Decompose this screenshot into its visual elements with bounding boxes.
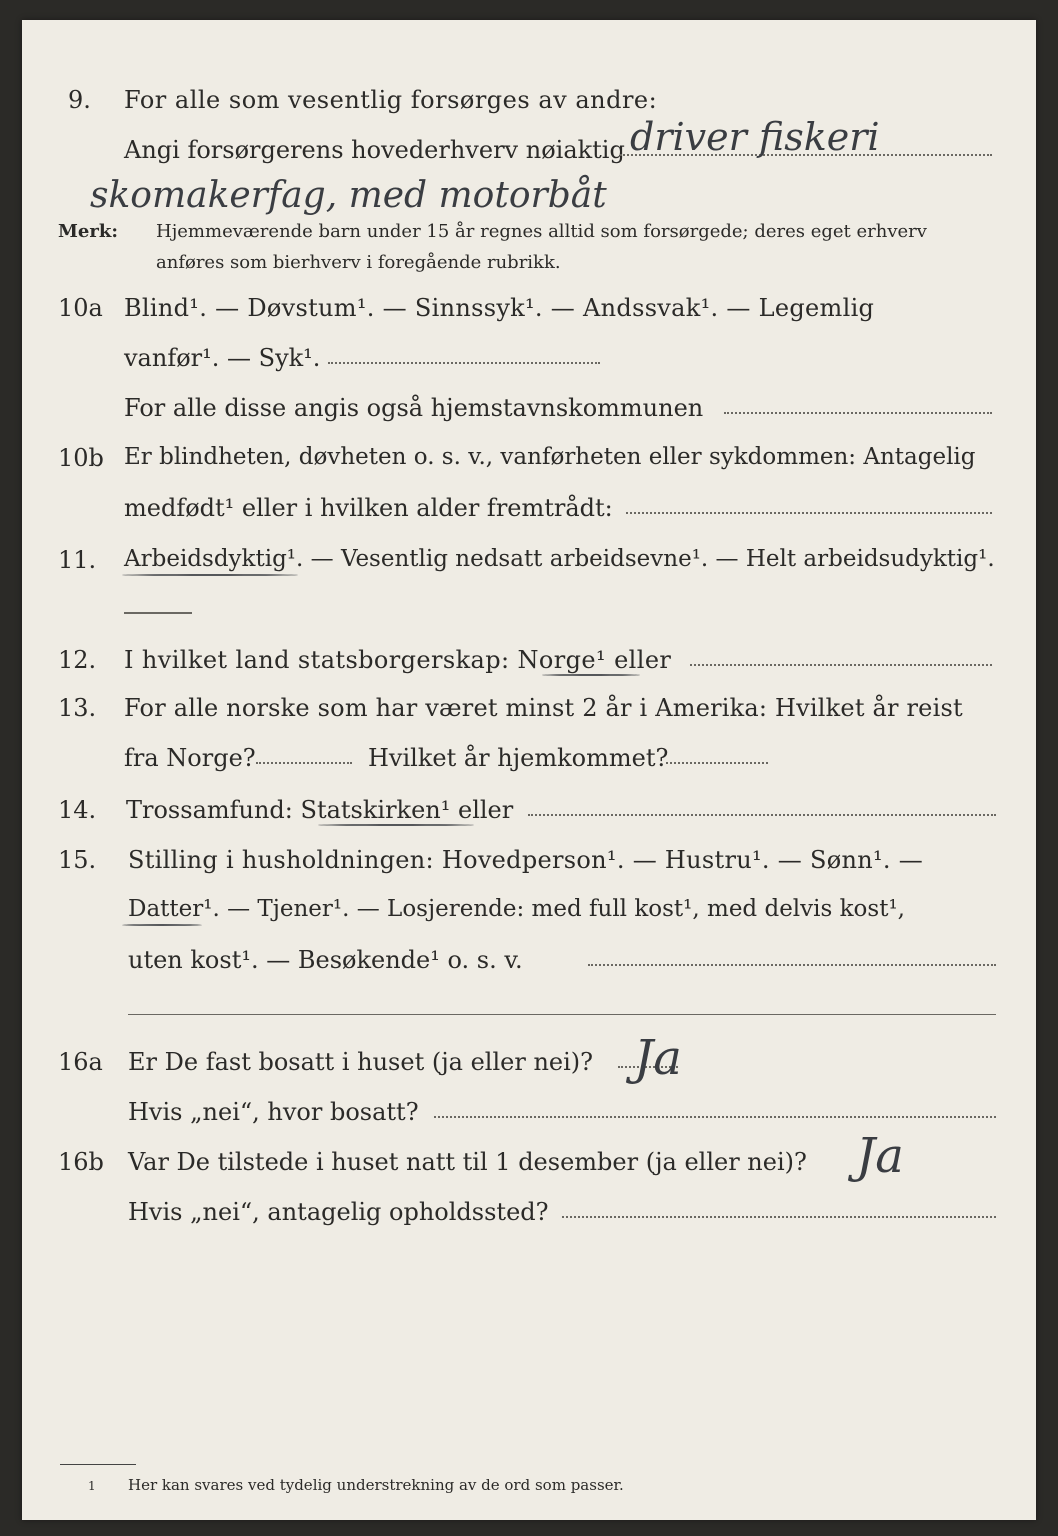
q11-number: 11. bbox=[58, 546, 97, 574]
q15-answer-line bbox=[588, 964, 996, 966]
q10a-number: 10a bbox=[58, 294, 103, 322]
q10a-hjemstavn-line bbox=[724, 412, 992, 414]
q15-extra-line bbox=[128, 1014, 996, 1015]
q16a-bosatt-line bbox=[434, 1116, 996, 1118]
q10a-syk-line bbox=[328, 362, 600, 364]
q13-line1: For alle norske som har været minst 2 år i Amerika: Hvilket år reist bbox=[124, 694, 963, 722]
q10a-line1: Blind¹. — Døvstum¹. — Sinnssyk¹. — Andssvak¹. — Legemlig bbox=[124, 294, 875, 322]
q15-underline-mark bbox=[122, 924, 202, 926]
q12-answer-line bbox=[690, 664, 992, 666]
q16a-line1: Er De fast bosatt i huset (ja eller nei)? bbox=[128, 1048, 594, 1076]
q15-line1: Stilling i husholdningen: Hovedperson¹. — Hustru¹. — Sønn¹. — bbox=[128, 846, 924, 874]
q16a-handwritten-answer: Ja bbox=[634, 1030, 682, 1086]
q10b-line2: medfødt¹ eller i hvilken alder fremtrådt: bbox=[124, 494, 613, 522]
q13-line2b: Hvilket år hjemkommet? bbox=[368, 744, 669, 772]
footnote-rule bbox=[60, 1464, 136, 1465]
q9-line1: For alle som vesentlig forsørges av andre: bbox=[124, 86, 658, 114]
q16a-line2: Hvis „nei“, hvor bosatt? bbox=[128, 1098, 419, 1126]
q14-number: 14. bbox=[58, 796, 97, 824]
q16b-line2: Hvis „nei“, antagelig opholdssted? bbox=[128, 1198, 549, 1226]
q14-underline-mark bbox=[318, 824, 474, 826]
q9-handwritten-answer2: skomakerfag, med motorbåt bbox=[90, 175, 607, 216]
q10a-line2: vanfør¹. — Syk¹. bbox=[124, 344, 321, 372]
q16b-opholdssted-line bbox=[562, 1216, 996, 1218]
q14-line1: Trossamfund: Statskirken¹ eller bbox=[126, 796, 514, 824]
q16b-handwritten-answer: Ja bbox=[856, 1128, 904, 1184]
q13-line2a: fra Norge? bbox=[124, 744, 256, 772]
q16a-number: 16a bbox=[58, 1048, 103, 1076]
q15-number: 15. bbox=[58, 846, 97, 874]
q10a-line3: For alle disse angis også hjemstavnskommunen bbox=[124, 394, 704, 422]
q16b-number: 16b bbox=[58, 1148, 104, 1176]
merk-label: Merk: bbox=[58, 221, 118, 242]
q13-reist-line bbox=[256, 762, 352, 764]
q11-underline-mark bbox=[122, 574, 298, 576]
q15-line3: uten kost¹. — Besøkende¹ o. s. v. bbox=[128, 946, 523, 974]
q12-number: 12. bbox=[58, 646, 97, 674]
merk-line1: Hjemmeværende barn under 15 år regnes alltid som forsørgede; deres eget erhverv bbox=[156, 221, 927, 242]
merk-line2: anføres som bierhverv i foregående rubrikk. bbox=[156, 252, 561, 273]
q14-answer-line bbox=[528, 814, 996, 816]
q11-line1: Arbeidsdyktig¹. — Vesentlig nedsatt arbeidsevne¹. — Helt arbeidsudyktig¹. bbox=[124, 546, 995, 572]
q9-handwritten-answer1: driver fiskeri bbox=[630, 115, 880, 159]
q16b-line1: Var De tilstede i huset natt til 1 desember (ja eller nei)? bbox=[128, 1148, 807, 1176]
q13-hjemkommet-line bbox=[666, 762, 768, 764]
q9-number: 9. bbox=[68, 86, 91, 114]
q13-number: 13. bbox=[58, 694, 97, 722]
census-form-page bbox=[22, 20, 1036, 1520]
footnote-mark: 1 bbox=[88, 1479, 96, 1493]
q10b-line1: Er blindheten, døvheten o. s. v., vanførheten eller sykdommen: Antagelig bbox=[124, 444, 976, 470]
q12-line1: I hvilket land statsborgerskap: Norge¹ eller bbox=[124, 646, 672, 674]
q10b-number: 10b bbox=[58, 444, 104, 472]
q15-line2: Datter¹. — Tjener¹. — Losjerende: med full kost¹, med delvis kost¹, bbox=[128, 896, 905, 922]
footnote-text: Her kan svares ved tydelig understrekning av de ord som passer. bbox=[128, 1476, 624, 1494]
q12-underline-mark bbox=[542, 674, 640, 676]
q10b-answer-line bbox=[626, 512, 992, 514]
q9-line2: Angi forsørgerens hovederhverv nøiaktig bbox=[124, 136, 625, 164]
q11-answer-line bbox=[124, 612, 192, 614]
